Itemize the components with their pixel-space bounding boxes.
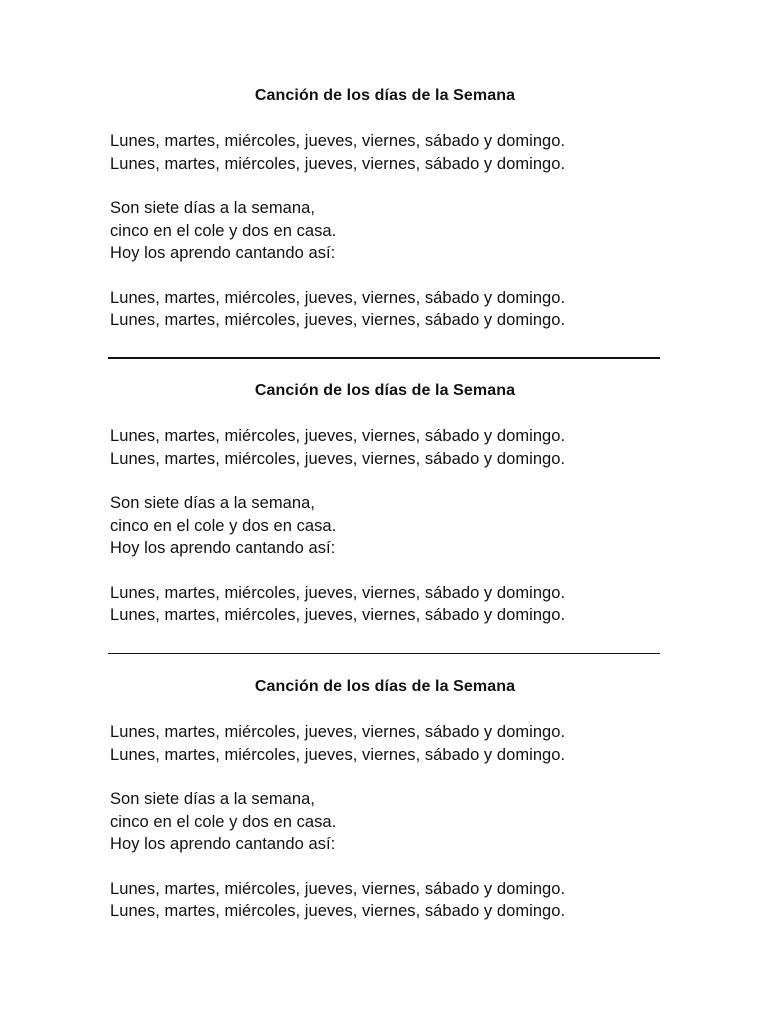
chorus-stanza [110,582,660,627]
lyric-line: Lunes, martes, miércoles, jueves, viernes, sábado y domingo. [110,288,566,307]
chorus-stanza [110,425,660,470]
section-divider [108,653,660,654]
lyric-line: Lunes, martes, miércoles, jueves, viernes, sábado y domingo. [110,902,566,920]
lyric-line: cinco en el cole y dos en casa. [110,812,337,831]
lyric-line: Hoy los aprendo cantando así: [110,244,336,262]
song-title: Canción de los días de la Semana [254,382,516,399]
chorus-stanza [110,287,660,332]
lyric-line: Son siete días a la semana, [110,199,315,217]
lyric-line: Son siete días a la semana, [110,494,315,512]
lyric-line: cinco en el cole y dos en casa. [110,221,337,240]
chorus-stanza [110,721,660,766]
song-title: Canción de los días de la Semana [254,87,516,104]
song-block-3 [110,677,660,923]
verse-stanza [110,197,660,265]
lyric-line: Hoy los aprendo cantando así: [110,835,336,853]
lyric-line: cinco en el cole y dos en casa. [110,516,337,535]
lyric-line: Hoy los aprendo cantando así: [110,539,336,557]
lyric-line: Lunes, martes, miércoles, jueves, viernes, sábado y domingo. [110,132,566,150]
lyric-line: Lunes, martes, miércoles, jueves, viernes, sábado y domingo. [110,311,566,329]
song-block-1 [110,86,660,332]
lyric-line: Son siete días a la semana, [110,790,315,808]
lyric-line: Lunes, martes, miércoles, jueves, viernes, sábado y domingo. [110,427,566,445]
chorus-stanza [110,130,660,175]
song-title: Canción de los días de la Semana [254,678,516,695]
lyric-line: Lunes, martes, miércoles, jueves, viernes, sábado y domingo. [110,154,566,173]
lyric-line: Lunes, martes, miércoles, jueves, viernes, sábado y domingo. [110,723,566,741]
lyric-line: Lunes, martes, miércoles, jueves, viernes, sábado y domingo. [110,606,566,624]
verse-stanza [110,492,660,560]
lyric-line: Lunes, martes, miércoles, jueves, viernes, sábado y domingo. [110,879,566,898]
lyric-line: Lunes, martes, miércoles, jueves, viernes, sábado y domingo. [110,583,566,602]
verse-stanza [110,788,660,856]
lyric-line: Lunes, martes, miércoles, jueves, viernes, sábado y domingo. [110,449,566,468]
lyric-line: Lunes, martes, miércoles, jueves, viernes, sábado y domingo. [110,745,566,764]
section-divider [108,357,660,359]
song-block-2 [110,381,660,627]
chorus-stanza [110,878,660,923]
